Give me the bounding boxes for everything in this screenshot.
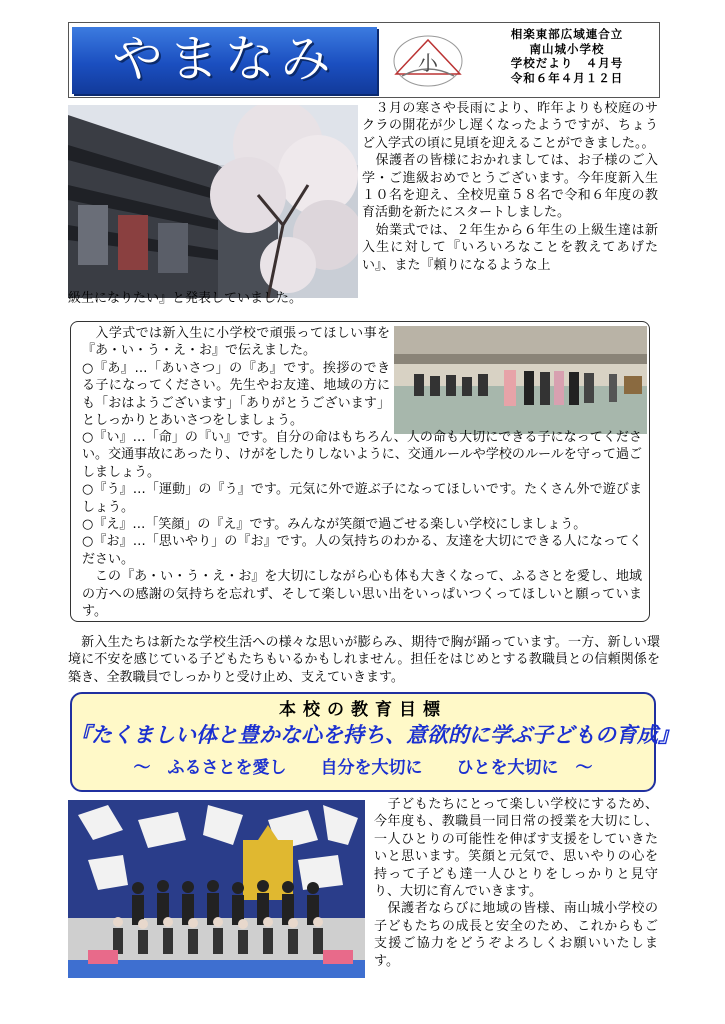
intro-text-continued: 級生になりたい』と発表していました。 [68, 291, 303, 306]
aiueo-u: ○『う』…「運動」の『う』です。元気に外で遊ぶ子になってほしいです。たくさん外で遊びましょう。 [82, 482, 642, 515]
school-logo [388, 32, 468, 90]
org-name: 相楽東部広域連合立 [510, 27, 624, 41]
aiueo-a: ○『あ』…「あいさつ」の『あ』です。挨拶のできる子になってください。先生やお友達、地域の方にも「おはようございます」「ありがとうございます」としっかりとあいさつをしましょう。 [82, 360, 390, 429]
issue-date: 令和６年４月１２日 [510, 70, 624, 85]
intro-paragraph: 保護者の皆様におかれましては、お子様のご入学・ご進級おめでとうございます。今年度新入生１０名を迎え、全校児童５８名で令和６年度の教育活動を新たにスタートしました。 [362, 153, 658, 221]
aiueo-o: ○『お』…「思いやり」の『お』です。人の気持ちのわかる、友達を大切にできる人になってください。 [82, 534, 642, 567]
masthead-info [478, 27, 656, 85]
intro-paragraph: ３月の寒さや長雨により、昨年よりも校庭のサクラの開花が少し遅くなったようですが、ちょうど入学式の頃に見頃を迎えることができました。。 [362, 101, 658, 151]
entrance-closing: この『あ・い・う・え・お』を大切にしながら心も体も大きくなって、ふるさとを愛し、地域の方への感謝の気持ちを忘れず、そして楽しい思い出をいっぱいつくってほしいと願っています。 [82, 569, 642, 620]
intro-paragraph: 始業式では、２年生から６年生の上級生達は新入生に対して『いろいろなことを教えてあげたい』、また『頼りになるような上 [362, 222, 658, 273]
intro-text [362, 100, 658, 274]
entrance-lead: 入学式では新入生に小学校で頑張ってほしい事を『あ・い・う・え・お』で伝えました。 [82, 326, 390, 359]
goal-sub: ～ ふるさとを愛し 自分を大切に ひとを大切に ～ [133, 758, 593, 778]
cherry-blossom-photo [68, 105, 358, 298]
aiueo-e: ○『え』…「笑顔」の『え』です。みんなが笑顔で過ごせる楽しい学校にしましょう。 [82, 517, 587, 533]
logo-char: 小 [418, 51, 438, 75]
entrance-lead-text [82, 325, 390, 429]
aiueo-i: ○『い』…「命」の『い』です。自分の命はもちろん、人の命も大切にできる子になってください。交通事故にあったり、けがをしたりしないように、交通ルールや学校のルールを守って過ごしましょう。 [82, 430, 642, 480]
closing-paragraph: 子どもたちにとって楽しい学校にするため、今年度も、教職員一同日常の授業を大切にし、一人ひとりの可能性を伸ばす支援をしていきたいと思います。笑顔と元気で、思いやりの心を持って子ども達一人ひとりをしっかりと見守り、大切に育んでいきます。 [374, 797, 658, 900]
issue-label: 学校だより ４月号 [510, 56, 624, 70]
after-text: 新入生たちは新たな学校生活への様々な思いが膨らみ、期待で胸が踊っています。一方、新しい環境に不安を感じている子どもたちもいるかもしれません。担任をはじめとする教職員との信頼関係を築き、全教職員でしっかりと受け止め、支えていきます。 [68, 635, 660, 685]
newsletter-title: やまなみ [112, 30, 337, 88]
goal-heading: 本校の教育目標 [279, 700, 447, 720]
ceremony-photo [394, 326, 647, 434]
school-name: 南山城小学校 [529, 41, 605, 56]
goal-main: 『たくましい体と豊かな心を持ち、意欲的に学ぶ子どもの育成』 [70, 723, 679, 747]
aiueo-list [82, 429, 642, 620]
closing-text [374, 796, 658, 970]
closing-paragraph: 保護者ならびに地域の皆様、南山城小学校の子どもたちの成長と安全のため、これからもご支援ご協力をどうぞよろしくお願いいたします。 [374, 901, 658, 969]
staff-group-photo [68, 800, 365, 978]
